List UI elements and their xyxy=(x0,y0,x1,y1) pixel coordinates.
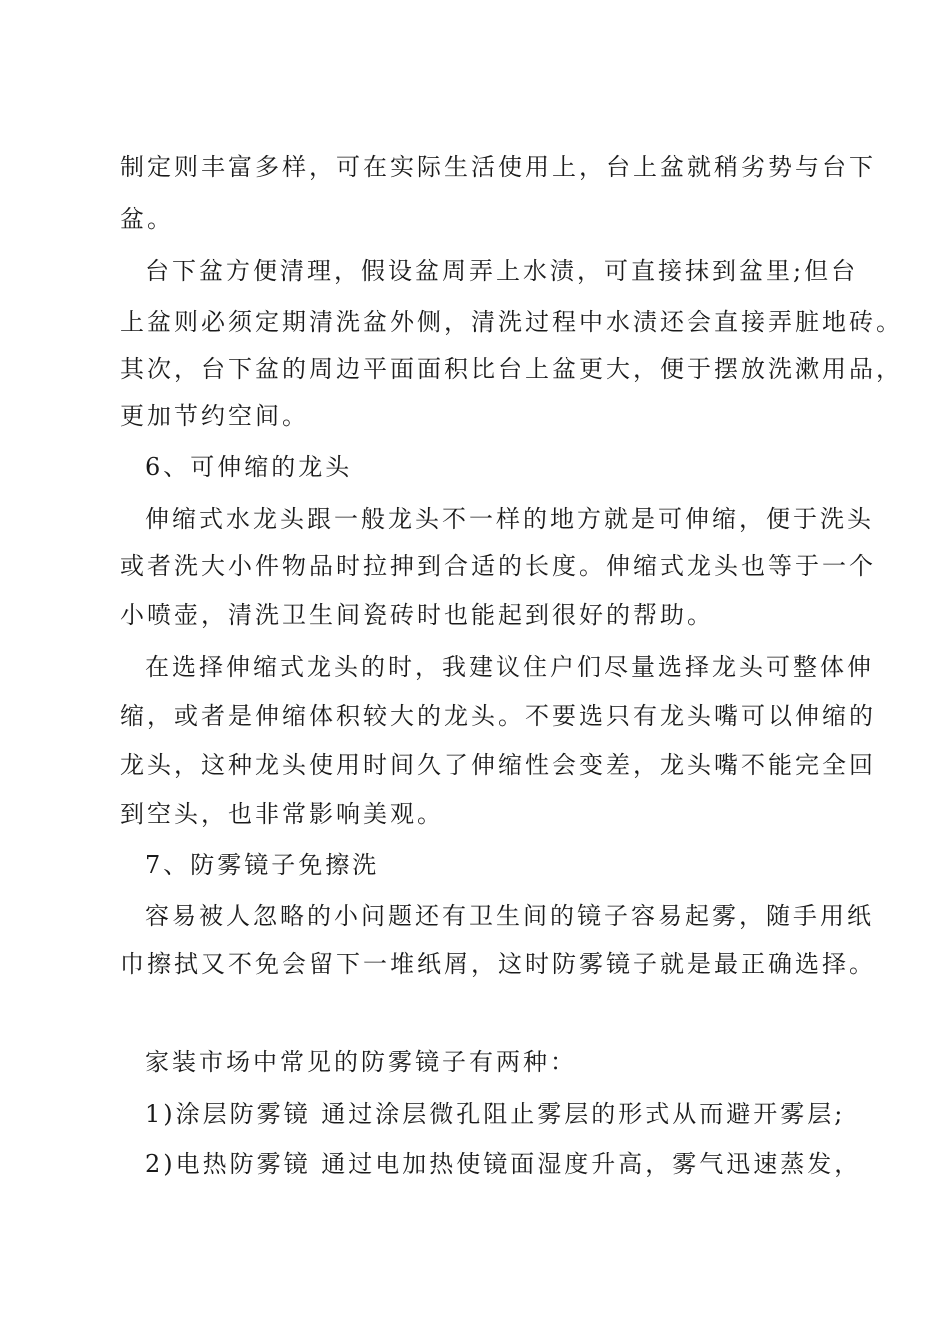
paragraph-line: 巾擦拭又不免会留下一堆纸屑，这时防雾镜子就是最正确选择。 xyxy=(120,950,876,978)
paragraph-line: 或者洗大小件物品时拉抻到合适的长度。伸缩式龙头也等于一个 xyxy=(120,552,876,580)
section-heading: 7、防雾镜子免擦洗 xyxy=(145,851,380,879)
paragraph-line: 其次，台下盆的周边平面面积比台上盆更大，便于摆放洗漱用品， xyxy=(120,355,903,383)
paragraph-line: 更加节约空间。 xyxy=(120,402,309,430)
paragraph-line: 龙头，这种龙头使用时间久了伸缩性会变差，龙头嘴不能完全回 xyxy=(120,751,876,779)
paragraph-line: 到空头，也非常影响美观。 xyxy=(120,800,444,828)
list-item: 1)涂层防雾镜 通过涂层微孔阻止雾层的形式从而避开雾层; xyxy=(145,1100,846,1128)
paragraph-line: 在选择伸缩式龙头的时，我建议住户们尽量选择龙头可整体伸 xyxy=(145,653,874,681)
paragraph-line: 小喷壶，清洗卫生间瓷砖时也能起到很好的帮助。 xyxy=(120,601,714,629)
list-item: 2)电热防雾镜 通过电加热使镜面湿度升高，雾气迅速蒸发， xyxy=(145,1150,862,1178)
paragraph-line: 家装市场中常见的防雾镜子有两种： xyxy=(145,1048,577,1076)
paragraph-line: 伸缩式水龙头跟一般龙头不一样的地方就是可伸缩，便于洗头 xyxy=(145,505,874,533)
section-heading: 6、可伸缩的龙头 xyxy=(145,453,353,481)
paragraph-line: 盆。 xyxy=(120,205,174,233)
paragraph-line: 容易被人忽略的小问题还有卫生间的镜子容易起雾，随手用纸 xyxy=(145,902,874,930)
paragraph-line: 上盆则必须定期清洗盆外侧，清洗过程中水渍还会直接弄脏地砖。 xyxy=(120,308,903,336)
paragraph-line: 缩，或者是伸缩体积较大的龙头。不要选只有龙头嘴可以伸缩的 xyxy=(120,702,876,730)
paragraph-line: 台下盆方便清理，假设盆周弄上水渍，可直接抹到盆里;但台 xyxy=(145,257,859,285)
paragraph-line: 制定则丰富多样，可在实际生活使用上，台上盆就稍劣势与台下 xyxy=(120,153,876,181)
